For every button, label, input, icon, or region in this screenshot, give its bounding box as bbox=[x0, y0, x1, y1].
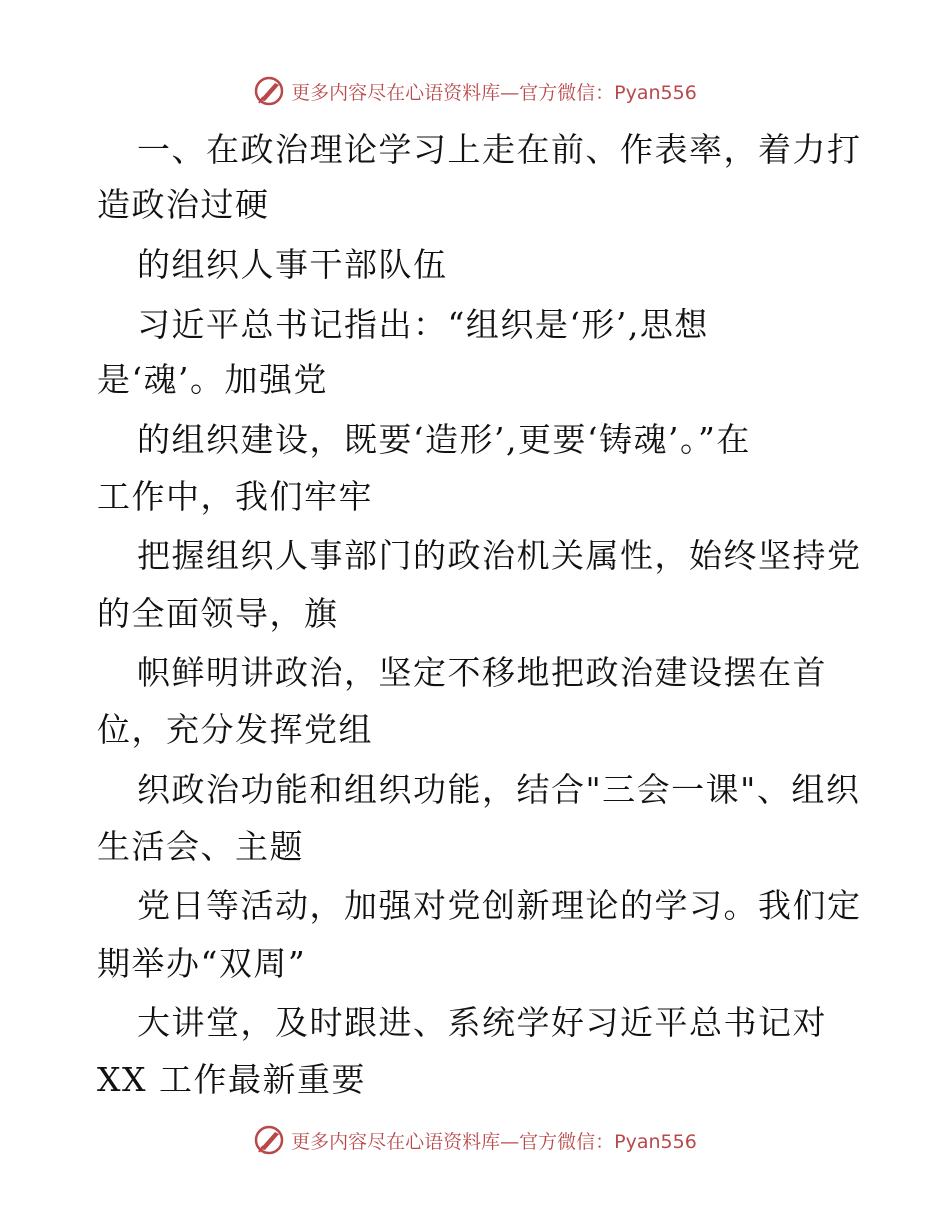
quill-pen-logo-icon bbox=[253, 75, 285, 107]
document-line: 生活会、主题 bbox=[97, 827, 304, 866]
document-line: 的组织人事干部队伍 bbox=[137, 245, 448, 284]
document-line: 工作中，我们牢牢 bbox=[97, 477, 373, 516]
footer-banner-handle: Pyan556 bbox=[614, 1130, 697, 1153]
header-banner-text bbox=[291, 78, 697, 105]
footer-banner-label: 更多内容尽在心语资料库—官方微信： bbox=[291, 1130, 615, 1153]
document-line: 党日等活动，加强对党创新理论的学习。我们定 bbox=[137, 886, 862, 925]
document-line: 大讲堂，及时跟进、系统学好习近平总书记对 bbox=[137, 1003, 827, 1042]
document-line: 位，充分发挥党组 bbox=[97, 710, 373, 749]
document-line: 织政治功能和组织功能，结合"三会一课"、组织 bbox=[137, 770, 861, 809]
document-line: 的组织建设，既要‘造形’,更要‘铸魂’。”在 bbox=[137, 420, 751, 459]
header-banner-handle: Pyan556 bbox=[614, 81, 697, 104]
document-line: 一、在政治理论学习上走在前、作表率，着力打 bbox=[137, 130, 862, 169]
document-line: 的全面领导，旗 bbox=[97, 594, 339, 633]
quill-pen-logo-icon bbox=[253, 1124, 285, 1156]
footer-banner-text bbox=[291, 1127, 697, 1154]
document-line: 习近平总书记指出：“组织是‘形’,思想 bbox=[137, 305, 709, 344]
document-line: 把握组织人事部门的政治机关属性，始终坚持党 bbox=[137, 536, 862, 575]
document-line: 期举办“双周” bbox=[97, 944, 307, 983]
document-line: 造政治过硬 bbox=[97, 185, 270, 224]
footer-banner bbox=[0, 1120, 950, 1160]
header-banner bbox=[0, 71, 950, 111]
document-line: 帜鲜明讲政治，坚定不移地把政治建设摆在首 bbox=[137, 653, 827, 692]
document-line: XX 工作最新重要 bbox=[97, 1060, 366, 1099]
document-line: 是‘魂’。加强党 bbox=[97, 360, 328, 399]
header-banner-label: 更多内容尽在心语资料库—官方微信： bbox=[291, 81, 615, 104]
